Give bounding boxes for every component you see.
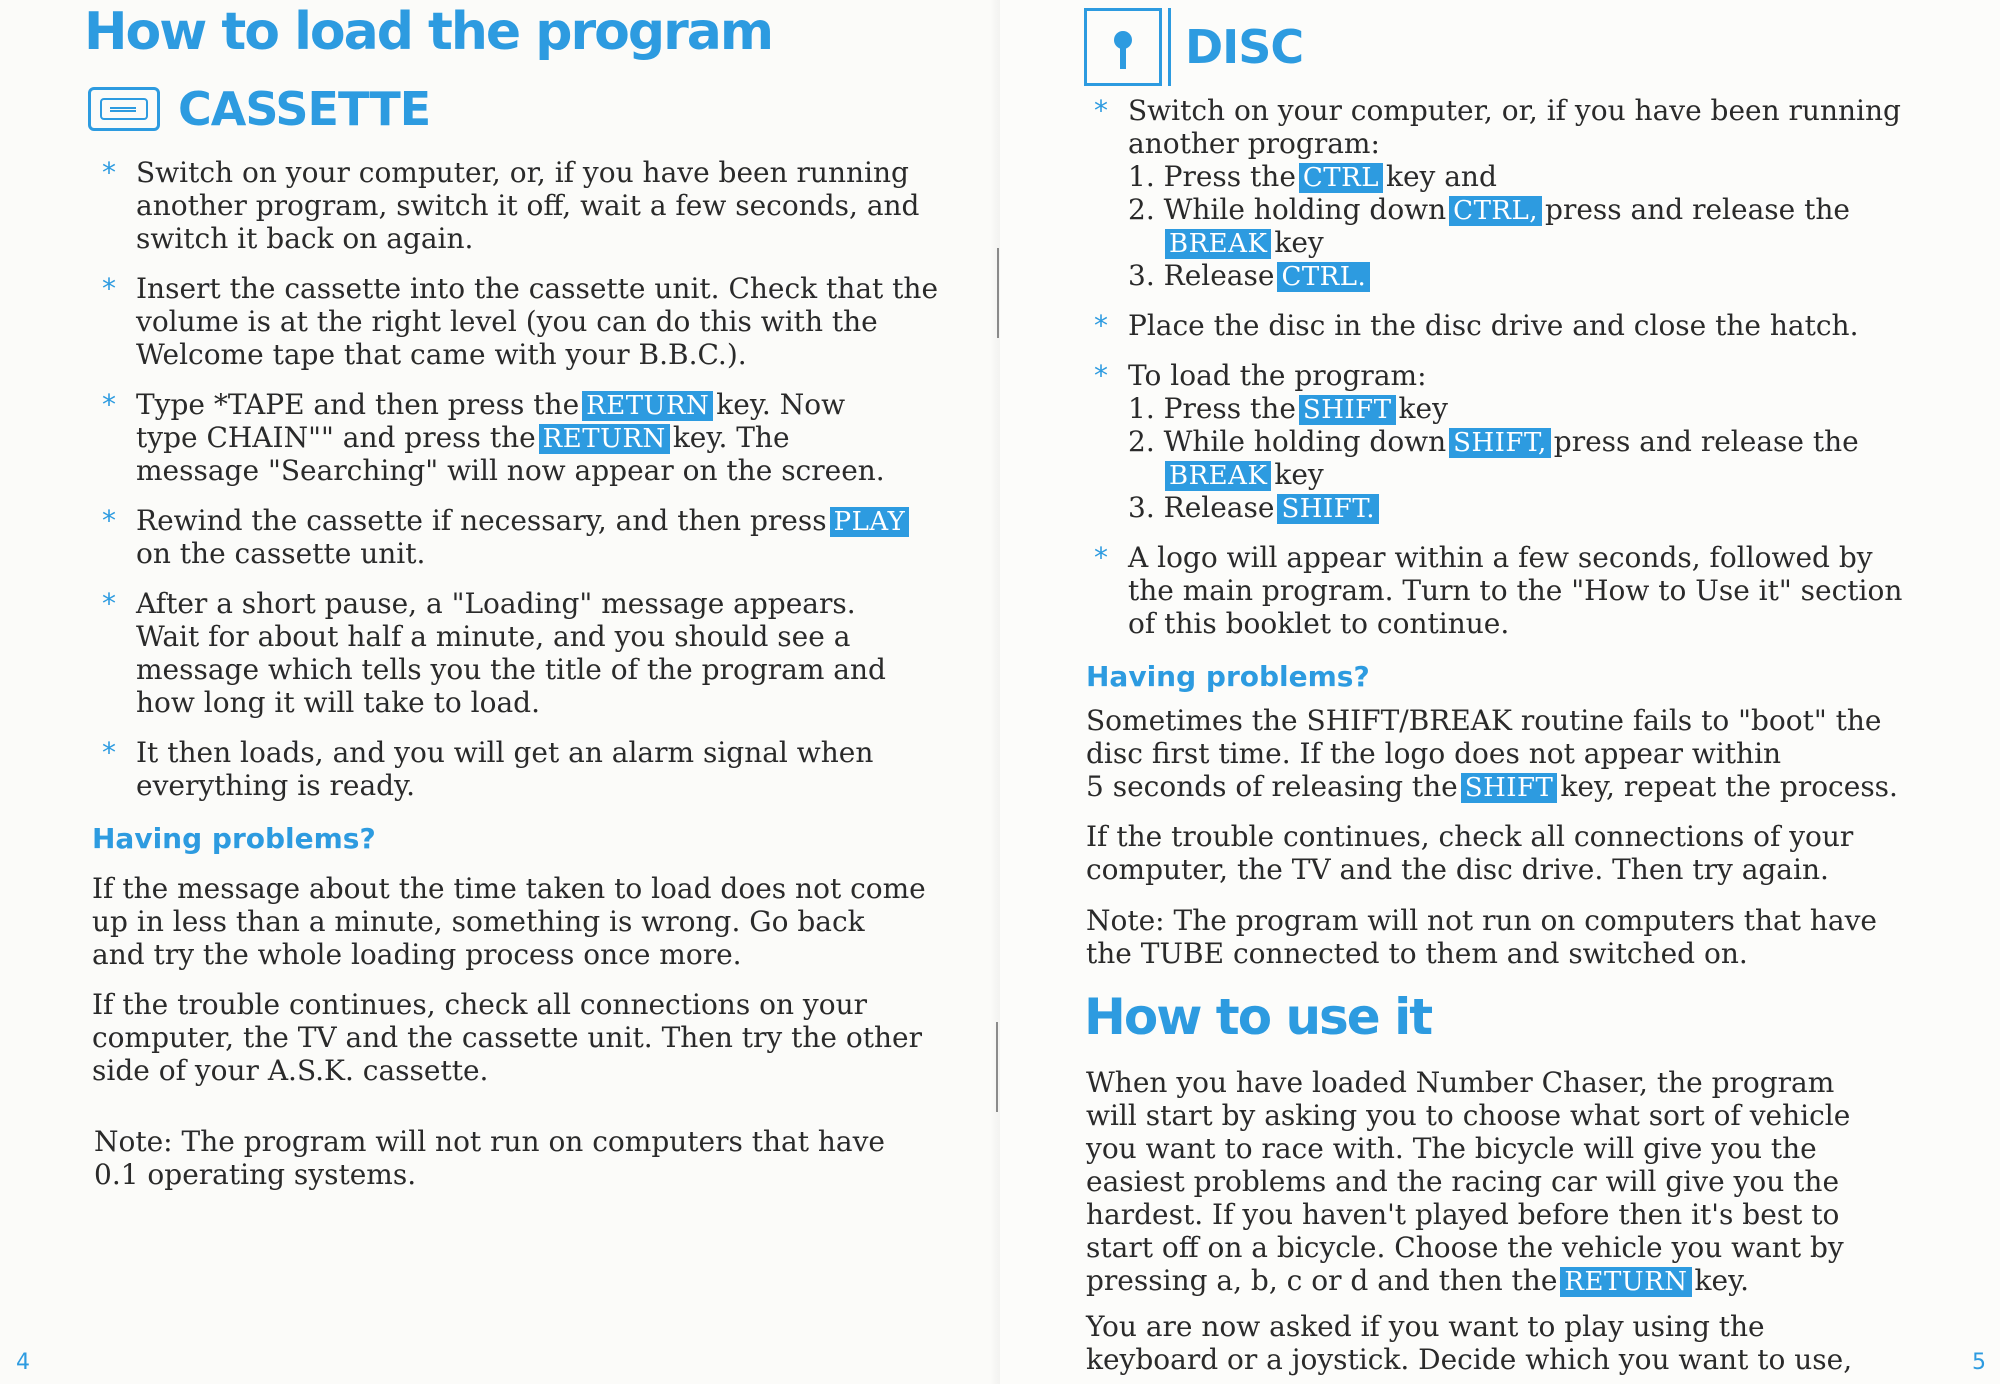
text-line — [1128, 226, 1984, 259]
text-run: press and release the — [1545, 193, 1850, 226]
asterisk-icon: * — [102, 736, 116, 769]
text-line — [136, 686, 962, 719]
left-note — [94, 1125, 964, 1191]
text-line — [1086, 1231, 1986, 1264]
text-line — [1086, 1099, 1986, 1132]
text-run: When you have loaded Number Chaser, the program — [1086, 1066, 1835, 1099]
text-run: another program: — [1128, 127, 1380, 160]
text-line: You are now asked if you want to play using the — [1086, 1310, 1765, 1343]
text-run: you want to race with. The bicycle will give you the — [1086, 1132, 1817, 1165]
key-label: CTRL — [1299, 163, 1383, 193]
text-run: 3. Release — [1128, 259, 1275, 292]
text-run: of this booklet to continue. — [1128, 607, 1510, 640]
asterisk-icon: * — [1094, 309, 1108, 342]
asterisk-icon: * — [1094, 541, 1108, 574]
key-label: BREAK — [1165, 229, 1271, 259]
text-run: key and — [1385, 160, 1497, 193]
text-line — [136, 338, 962, 371]
bullet-item — [102, 272, 962, 371]
text-run: volume is at the right level (you can do this with the — [136, 305, 878, 338]
text-run: on the cassette unit. — [136, 537, 426, 570]
text-run: Switch on your computer, or, if you have been running — [136, 156, 909, 189]
right-note — [1086, 904, 1986, 970]
key-label: SHIFT — [1299, 395, 1396, 425]
text-run: 2. While holding down — [1128, 193, 1447, 226]
text-line: If the message about the time taken to load does not come — [92, 872, 926, 905]
text-line: If the trouble continues, check all connections on your — [92, 988, 867, 1021]
text-line — [1128, 607, 1984, 640]
text-line — [136, 222, 962, 255]
text-line — [1128, 127, 1984, 160]
text-line — [136, 587, 962, 620]
margin-mark — [996, 1022, 998, 1112]
right-problems-paragraph — [1086, 704, 1986, 803]
right-problems-heading: Having problems? — [1086, 660, 1370, 693]
asterisk-icon: * — [102, 156, 116, 189]
text-line — [136, 769, 962, 802]
text-line — [136, 305, 962, 338]
text-line — [1086, 737, 1986, 770]
cassette-title: CASSETTE — [178, 82, 431, 136]
text-line — [1128, 541, 1984, 574]
key-label: RETURN — [1560, 1267, 1691, 1297]
text-line — [1086, 704, 1986, 737]
text-line — [1128, 574, 1984, 607]
bullet-item — [1094, 359, 1984, 524]
asterisk-icon: * — [102, 504, 116, 537]
bullet-item — [102, 587, 962, 719]
text-line — [1086, 1264, 1986, 1297]
howto-title: How to use it — [1084, 988, 1432, 1046]
key-label: PLAY — [830, 507, 910, 537]
text-line — [1086, 770, 1986, 803]
text-run: message which tells you the title of the program and — [136, 653, 886, 686]
bullet-item — [102, 504, 962, 570]
text-line — [136, 620, 962, 653]
text-run: will start by asking you to choose what sort of vehicle — [1086, 1099, 1851, 1132]
text-run: Welcome tape that came with your B.B.C.). — [136, 338, 747, 371]
text-run: message "Searching" will now appear on the screen. — [136, 454, 885, 487]
text-line — [136, 454, 962, 487]
text-line — [136, 653, 962, 686]
text-line — [136, 421, 962, 454]
text-run: Wait for about half a minute, and you should see a — [136, 620, 851, 653]
right-trouble-paragraph — [1086, 820, 1986, 886]
left-trouble-paragraph — [92, 988, 962, 1087]
key-label: SHIFT. — [1277, 494, 1379, 524]
asterisk-icon: * — [1094, 359, 1108, 392]
asterisk-icon: * — [102, 388, 116, 421]
text-line: and try the whole loading process once more. — [92, 938, 742, 971]
page-number-left: 4 — [16, 1350, 30, 1375]
text-run: After a short pause, a "Loading" message appears. — [136, 587, 856, 620]
bullet-item — [102, 156, 962, 255]
disc-heading — [1084, 8, 1303, 86]
key-label: SHIFT, — [1449, 428, 1551, 458]
key-label: RETURN — [582, 391, 713, 421]
text-line — [1086, 1066, 1986, 1099]
text-run: key — [1274, 226, 1324, 259]
page-number-right: 5 — [1972, 1350, 1986, 1375]
text-run: 5 seconds of releasing the — [1086, 770, 1458, 803]
text-line — [1128, 193, 1984, 226]
right-page — [1000, 0, 2000, 1384]
text-line: Note: The program will not run on computers that have — [94, 1125, 885, 1158]
left-problems-paragraph — [92, 872, 962, 971]
text-run: pressing a, b, c or d and then the — [1086, 1264, 1558, 1297]
text-run: Place the disc in the disc drive and close the hatch. — [1128, 309, 1859, 342]
text-line — [1128, 392, 1984, 425]
key-label: CTRL, — [1449, 196, 1542, 226]
text-line — [136, 272, 962, 305]
text-run: 1. Press the — [1128, 160, 1296, 193]
text-run: To load the program: — [1128, 359, 1427, 392]
disc-title: DISC — [1185, 20, 1304, 74]
text-line — [136, 156, 962, 189]
left-problems-heading: Having problems? — [92, 822, 376, 855]
text-run: Insert the cassette into the cassette unit. Check that the — [136, 272, 939, 305]
text-line: If the trouble continues, check all connections of your — [1086, 820, 1854, 853]
text-run: Switch on your computer, or, if you have been running — [1128, 94, 1901, 127]
text-run: hardest. If you haven't played before then it's best to — [1086, 1198, 1840, 1231]
text-run: 1. Press the — [1128, 392, 1296, 425]
text-line — [1086, 1165, 1986, 1198]
margin-mark — [997, 248, 999, 338]
text-run: 3. Release — [1128, 491, 1275, 524]
asterisk-icon: * — [102, 587, 116, 620]
text-run: switch it back on again. — [136, 222, 474, 255]
text-run: key — [1398, 392, 1448, 425]
text-line: keyboard or a joystick. Decide which you want to use, — [1086, 1343, 1853, 1376]
text-line — [1086, 1198, 1986, 1231]
text-run: press and release the — [1553, 425, 1859, 458]
text-line — [1128, 309, 1984, 342]
text-line: computer, the TV and the disc drive. Then try again. — [1086, 853, 1829, 886]
text-run: A logo will appear within a few seconds, followed by — [1128, 541, 1873, 574]
bullet-item — [1094, 541, 1984, 640]
howto-paragraph — [1086, 1066, 1986, 1297]
text-line: Note: The program will not run on computers that have — [1086, 904, 1877, 937]
text-line: 0.1 operating systems. — [94, 1158, 417, 1191]
bullet-item — [1094, 94, 1984, 292]
text-line — [1086, 1132, 1986, 1165]
text-line — [1128, 160, 1984, 193]
text-line — [1128, 359, 1984, 392]
key-label: BREAK — [1165, 461, 1271, 491]
key-label: RETURN — [539, 424, 670, 454]
text-run: everything is ready. — [136, 769, 416, 802]
text-line — [136, 504, 962, 537]
text-run: It then loads, and you will get an alarm signal when — [136, 736, 874, 769]
text-run: Type *TAPE and then press the — [136, 388, 580, 421]
howto-paragraph-2 — [1086, 1310, 1986, 1376]
text-run: key — [1274, 458, 1324, 491]
text-run: Sometimes the SHIFT/BREAK routine fails to "boot" the — [1086, 704, 1882, 737]
asterisk-icon: * — [102, 272, 116, 305]
text-line — [136, 736, 962, 769]
text-run: type CHAIN"" and press the — [136, 421, 536, 454]
key-label: SHIFT — [1461, 773, 1558, 803]
text-line — [1128, 458, 1984, 491]
text-run: the main program. Turn to the "How to Use it" section — [1128, 574, 1903, 607]
text-line — [1128, 259, 1984, 292]
cassette-icon — [88, 87, 160, 131]
text-line — [136, 388, 962, 421]
text-line — [1128, 94, 1984, 127]
cassette-heading — [88, 82, 430, 136]
text-line — [136, 189, 962, 222]
text-line: the TUBE connected to them and switched on. — [1086, 937, 1748, 970]
text-run: key, repeat the process. — [1560, 770, 1898, 803]
bullet-item — [102, 736, 962, 802]
cassette-steps — [102, 156, 962, 819]
text-run: Rewind the cassette if necessary, and then press — [136, 504, 827, 537]
asterisk-icon: * — [1094, 94, 1108, 127]
text-line — [1128, 425, 1984, 458]
text-run: key. The — [672, 421, 790, 454]
text-line — [136, 537, 962, 570]
text-run: key. — [1694, 1264, 1750, 1297]
text-line: side of your A.S.K. cassette. — [92, 1054, 489, 1087]
text-line — [1128, 491, 1984, 524]
key-label: CTRL. — [1277, 262, 1370, 292]
text-line: up in less than a minute, something is wrong. Go back — [92, 905, 865, 938]
page-title: How to load the program — [84, 2, 773, 62]
text-run: disc first time. If the logo does not appear within — [1086, 737, 1782, 770]
bullet-item — [102, 388, 962, 487]
disc-icon — [1084, 8, 1162, 86]
text-run: 2. While holding down — [1128, 425, 1447, 458]
text-run: easiest problems and the racing car will give you the — [1086, 1165, 1840, 1198]
text-run: another program, switch it off, wait a few seconds, and — [136, 189, 920, 222]
text-run: key. Now — [716, 388, 846, 421]
text-line: computer, the TV and the cassette unit. Then try the other — [92, 1021, 922, 1054]
disc-steps — [1094, 94, 1984, 657]
text-run: start off on a bicycle. Choose the vehicle you want by — [1086, 1231, 1844, 1264]
text-run: how long it will take to load. — [136, 686, 540, 719]
bullet-item — [1094, 309, 1984, 342]
